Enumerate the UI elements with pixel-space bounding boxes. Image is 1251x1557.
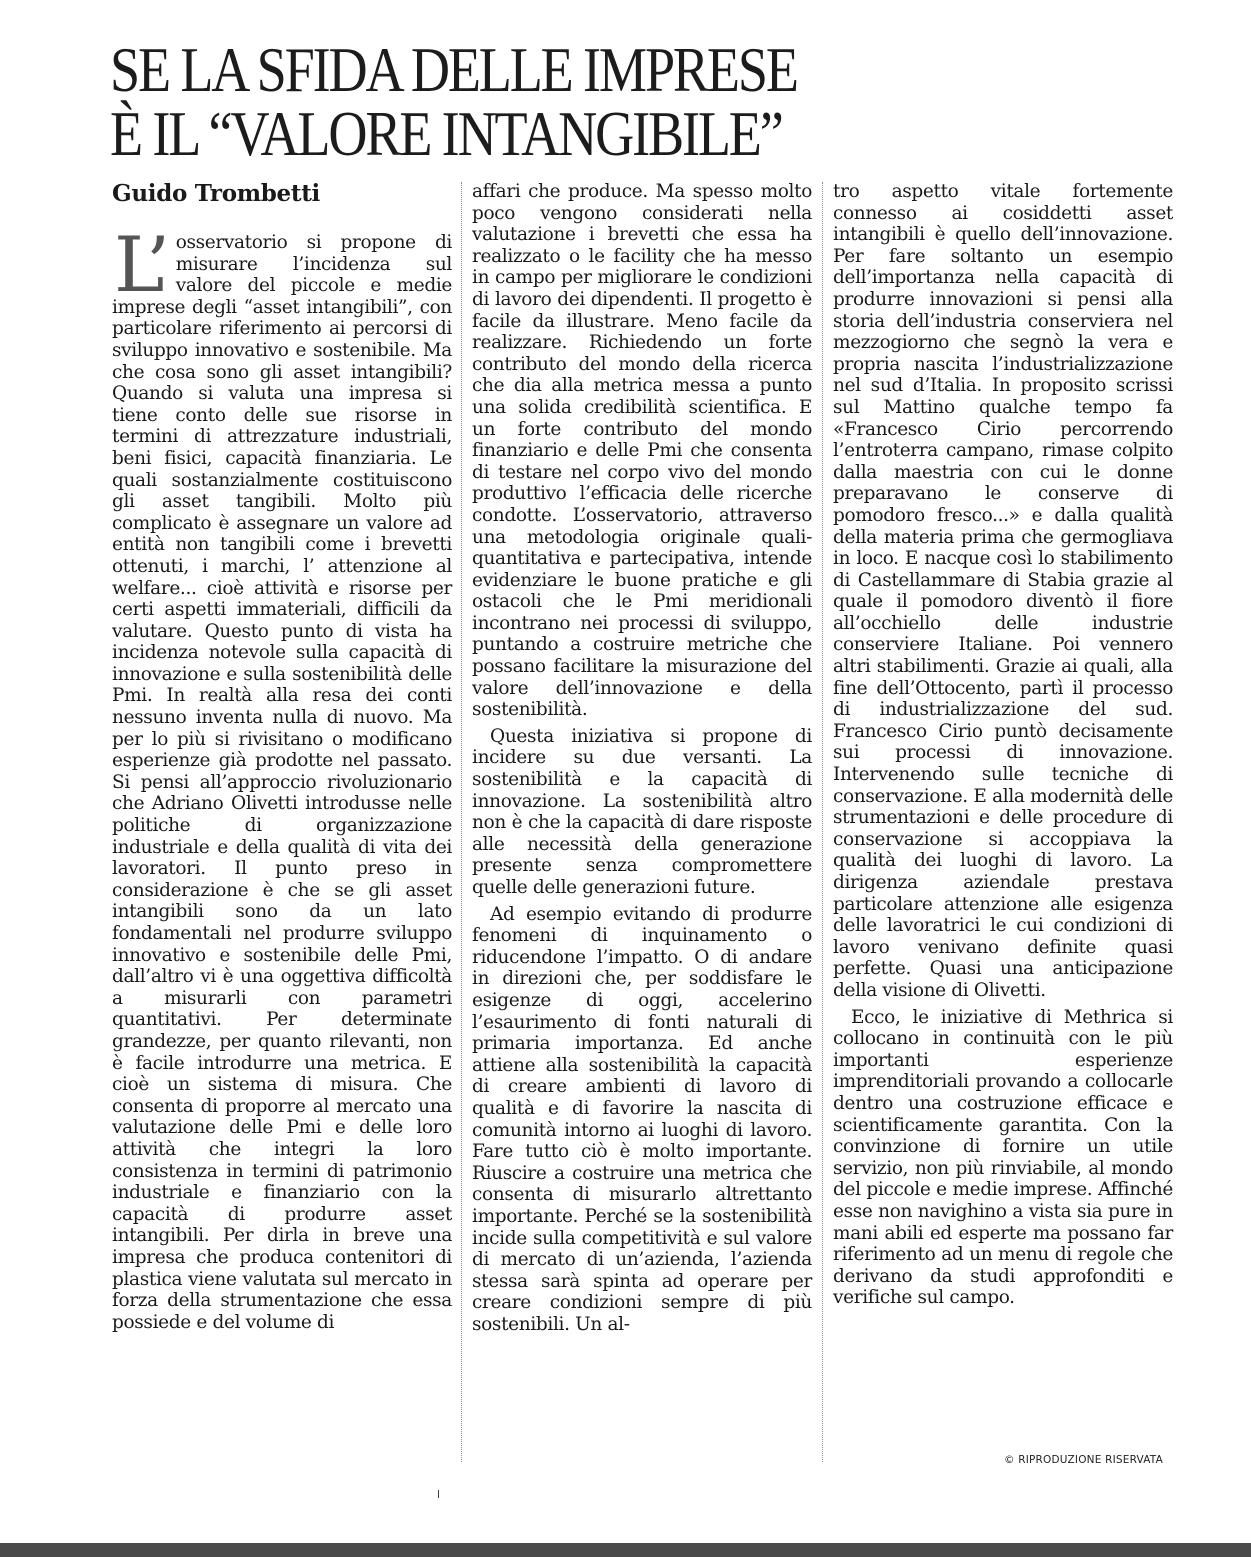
article-column-1 — [112, 220, 452, 1333]
copyright-notice: © RIPRODUZIONE RISERVATA — [1004, 1454, 1163, 1466]
paragraph: affari che produce. Ma spesso molto poco vengono considerati nella valutazione i brevetti che essa ha realizzato o le facility che ha messo in campo per migliorare le condizioni di lavoro dei dipendenti. Il progetto è facile da illustrare. Meno facile da realizzare. Richiedendo un forte contributo del mondo della ricerca che dia alla metrica messa a punto una solida credibilità scientifica. E un forte contributo del mondo finanziario e delle Pmi che consenta di testare nel corpo vivo del mondo produttivo l’efficacia delle ricerche condotte. L’osservatorio, attraverso una metodologia originale quali-quantitativa e partecipativa, intende evidenziare le buone pratiche e gli ostacoli che le Pmi meridionali incontrano nei processi di sviluppo, puntando a costruire metriche che possano facilitare la misurazione del valore dell’innovazione e della sostenibilità. — [472, 181, 812, 721]
paragraph: tro aspetto vitale fortemente connesso ai cosiddetti asset intangibili è quello dell’innovazione. Per fare soltanto un esempio dell’importanza nella capacità di produrre innovazioni si pensi alla storia dell’industria conserviera nel mezzogiorno che segnò la vera e propria nascita l’industrializzazione nel sud d’Italia. In proposito scrissi sul Mattino qualche tempo fa «Francesco Cirio percorrendo l’entroterra campano, rimase colpito dalla maestria con cui le donne preparavano le conserve di pomodoro fresco...» e dalla qualità della materia prima che germogliava in loco. E nacque così lo stabilimento di Castellammare di Stabia grazie al quale il pomodoro diventò il fiore all’occhiello delle industrie conserviere Italiane. Poi vennero altri stabilimenti. Grazie ai quali, alla fine dell’Ottocento, partì il processo di industrializzazione del sud. Francesco Cirio puntò decisamente sui processi di innovazione. Intervenendo sulle tecniche di conservazione. E alla modernità delle strumentazioni e delle procedure di conservazione si accoppiava la qualità dei luoghi di lavoro. La dirigenza aziendale prestava particolare attenzione alle esigenza delle lavoratrici le cui condizioni di lavoro venivano definite quasi perfette. Quasi una anticipazione della visione di Olivetti. — [833, 181, 1173, 1001]
paragraph: Questa iniziativa si propone di incidere su due versanti. La sostenibilità e la capacità di innovazione. La sostenibilità altro non è che la capacità di dare risposte alle necessità della generazione presente senza compromettere quelle delle generazioni future. — [472, 725, 812, 898]
article-column-2 — [472, 181, 812, 1335]
column-divider — [461, 182, 462, 1462]
column-divider — [822, 182, 823, 1462]
paragraph-text: osservatorio si propone di misurare l’incidenza sul valore del piccole e medie imprese degli “asset intangibili”, con particolare riferimento ai percorsi di sviluppo innovativo e sostenibile. Ma che cosa sono gli asset intangibili? Quando si valuta una impresa si tiene conto delle sue risorse in termini di attrezzature industriali, beni fisici, capacità finanziaria. Le quali sostanzialmente costituiscono gli asset tangibili. Molto più complicato è assegnare un valore ad entità non tangibili come i brevetti ottenuti, i marchi, l’ attenzione al welfare... cioè attività e risorse per certi aspetti immateriali, difficili da valutare. Questo punto di vista ha incidenza notevole sulla capacità di innovazione e sulla sostenibilità delle Pmi. In realtà alla resa dei conti nessuno inventa nulla di nuovo. Ma per lo più si rivisitano o modificano esperienze già prodotte nel passato. Si pensi all’approccio rivoluzionario che Adriano Olivetti introdusse nelle politiche di organizzazione industriale e della qualità di vita dei lavoratori. Il punto preso in considerazione è che se gli asset intangibili sono da un lato fondamentali nel produrre sviluppo innovativo e sostenibile delle Pmi, dall’altro vi è una oggettiva difficoltà a misurarli con parametri quantitativi. Per determinate grandezze, per quanto rilevanti, non è facile introdurre una metrica. E cioè un sistema di misura. Che consenta di proporre al mercato una valutazione delle Pmi e delle loro attività che integri la loro consistenza in termini di patrimonio industriale e finanziario con la capacità di produrre asset intangibili. Per dirla in breve una impresa che produca contenitori di plastica viene valutata sul mercato in forza della strumentazione che essa possiede e del volume di — [112, 232, 452, 1333]
article-column-3 — [833, 181, 1173, 1309]
paragraph — [112, 220, 452, 1333]
paragraph: Ecco, le iniziative di Methrica si collocano in continuità con le più importanti esperienze imprenditoriali provando a collocarle dentro una costruzione efficace e scientificamente garantita. Con la convinzione di fornire un utile servizio, non più rinviabile, al mondo del piccole e medie imprese. Affinché esse non navighino a vista sia pure in mani abili ed esperte ma possano far riferimento ad un menu di regole che derivano da studi approfonditi e verifiche sul campo. — [833, 1006, 1173, 1309]
drop-cap: L’ — [114, 220, 170, 309]
headline-line-2: È IL “VALORE INTANGIBILE” — [110, 99, 782, 169]
headline-line-1: SE LA SFIDA DELLE IMPRESE — [110, 35, 797, 105]
headline — [110, 35, 970, 169]
page-mark — [438, 1490, 439, 1498]
paragraph: Ad esempio evitando di produrre fenomeni di inquinamento o riducendone l’impatto. O di andare in direzioni che, per soddisfare le esigenze di oggi, accelerino l’esaurimento di fonti naturali di primaria importanza. Ed anche attiene alla sostenibilità la capacità di creare ambienti di lavoro di qualità e di favorire la nascita di comunità intorno ai luoghi di lavoro. Fare tutto ciò è molto importante. Riuscire a costruire una metrica che consenta di misurarlo altrettanto importante. Perché se la sostenibilità incide sulla competitività e sul valore di mercato di un’azienda, l’azienda stessa sarà spinta ad operare per creare condizioni sempre di più sostenibili. Un al- — [472, 903, 812, 1335]
bottom-bar — [0, 1543, 1251, 1557]
author-byline: Guido Trombetti — [112, 180, 320, 207]
